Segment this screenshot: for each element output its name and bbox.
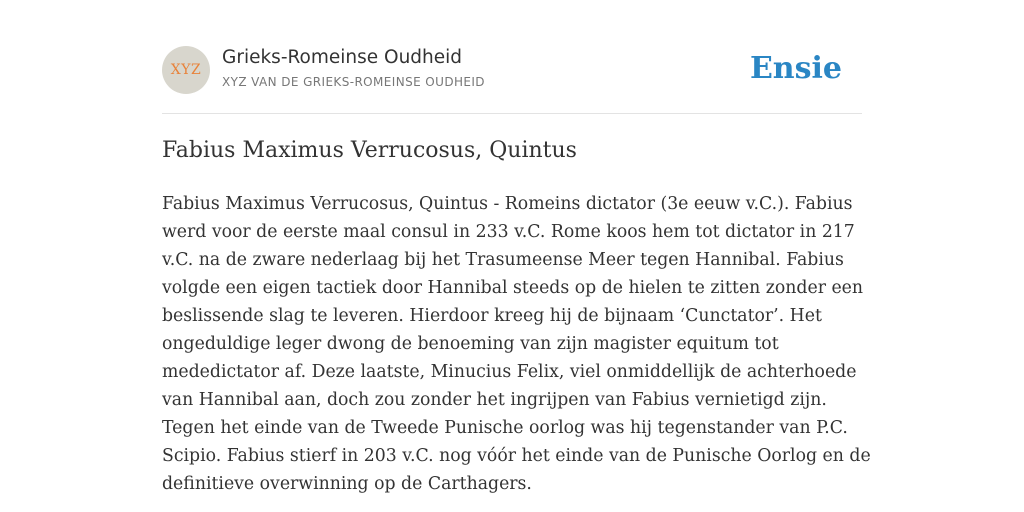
article-body-line: Scipio. Fabius stierf in 203 v.C. nog vóór het einde van de Punische Oorlog en de — [162, 446, 871, 466]
source-header — [162, 46, 862, 96]
avatar[interactable] — [162, 46, 210, 94]
article-body-line: v.C. na de zware nederlaag bij het Trasumeense Meer tegen Hannibal. Fabius — [162, 250, 844, 270]
article-body — [162, 190, 871, 498]
article-body-line: Fabius Maximus Verrucosus, Quintus - Romeins dictator (3e eeuw v.C.). Fabius — [162, 194, 853, 214]
source-title[interactable]: Grieks-Romeinse Oudheid — [222, 47, 463, 68]
article-body-line: van Hannibal aan, doch zou zonder het ingrijpen van Fabius vernietigd zijn. — [162, 390, 827, 410]
article-body-line: definitieve overwinning op de Carthagers. — [162, 474, 532, 494]
article-body-line: werd voor de eerste maal consul in 233 v.C. Rome koos hem tot dictator in 217 — [162, 222, 855, 242]
article-body-line: Tegen het einde van de Tweede Punische oorlog was hij tegenstander van P.C. — [162, 418, 848, 438]
article-body-line: mededictator af. Deze laatste, Minucius Felix, viel onmiddellijk de achterhoede — [162, 362, 857, 382]
source-subtitle[interactable]: XYZ VAN DE GRIEKS-ROMEINSE OUDHEID — [222, 75, 485, 89]
article-title: Fabius Maximus Verrucosus, Quintus — [162, 138, 577, 163]
article-body-line: volgde een eigen tactiek door Hannibal steeds op de hielen te zitten zonder een — [162, 278, 864, 298]
article-body-line: ongeduldige leger dwong de benoeming van zijn magister equitum tot — [162, 334, 779, 354]
article-body-line: beslissende slag te leveren. Hierdoor kreeg hij de bijnaam ‘Cunctator’. Het — [162, 306, 822, 326]
brand-logo[interactable]: Ensie — [749, 51, 842, 86]
avatar-label: XYZ — [170, 62, 202, 78]
divider — [162, 113, 862, 114]
